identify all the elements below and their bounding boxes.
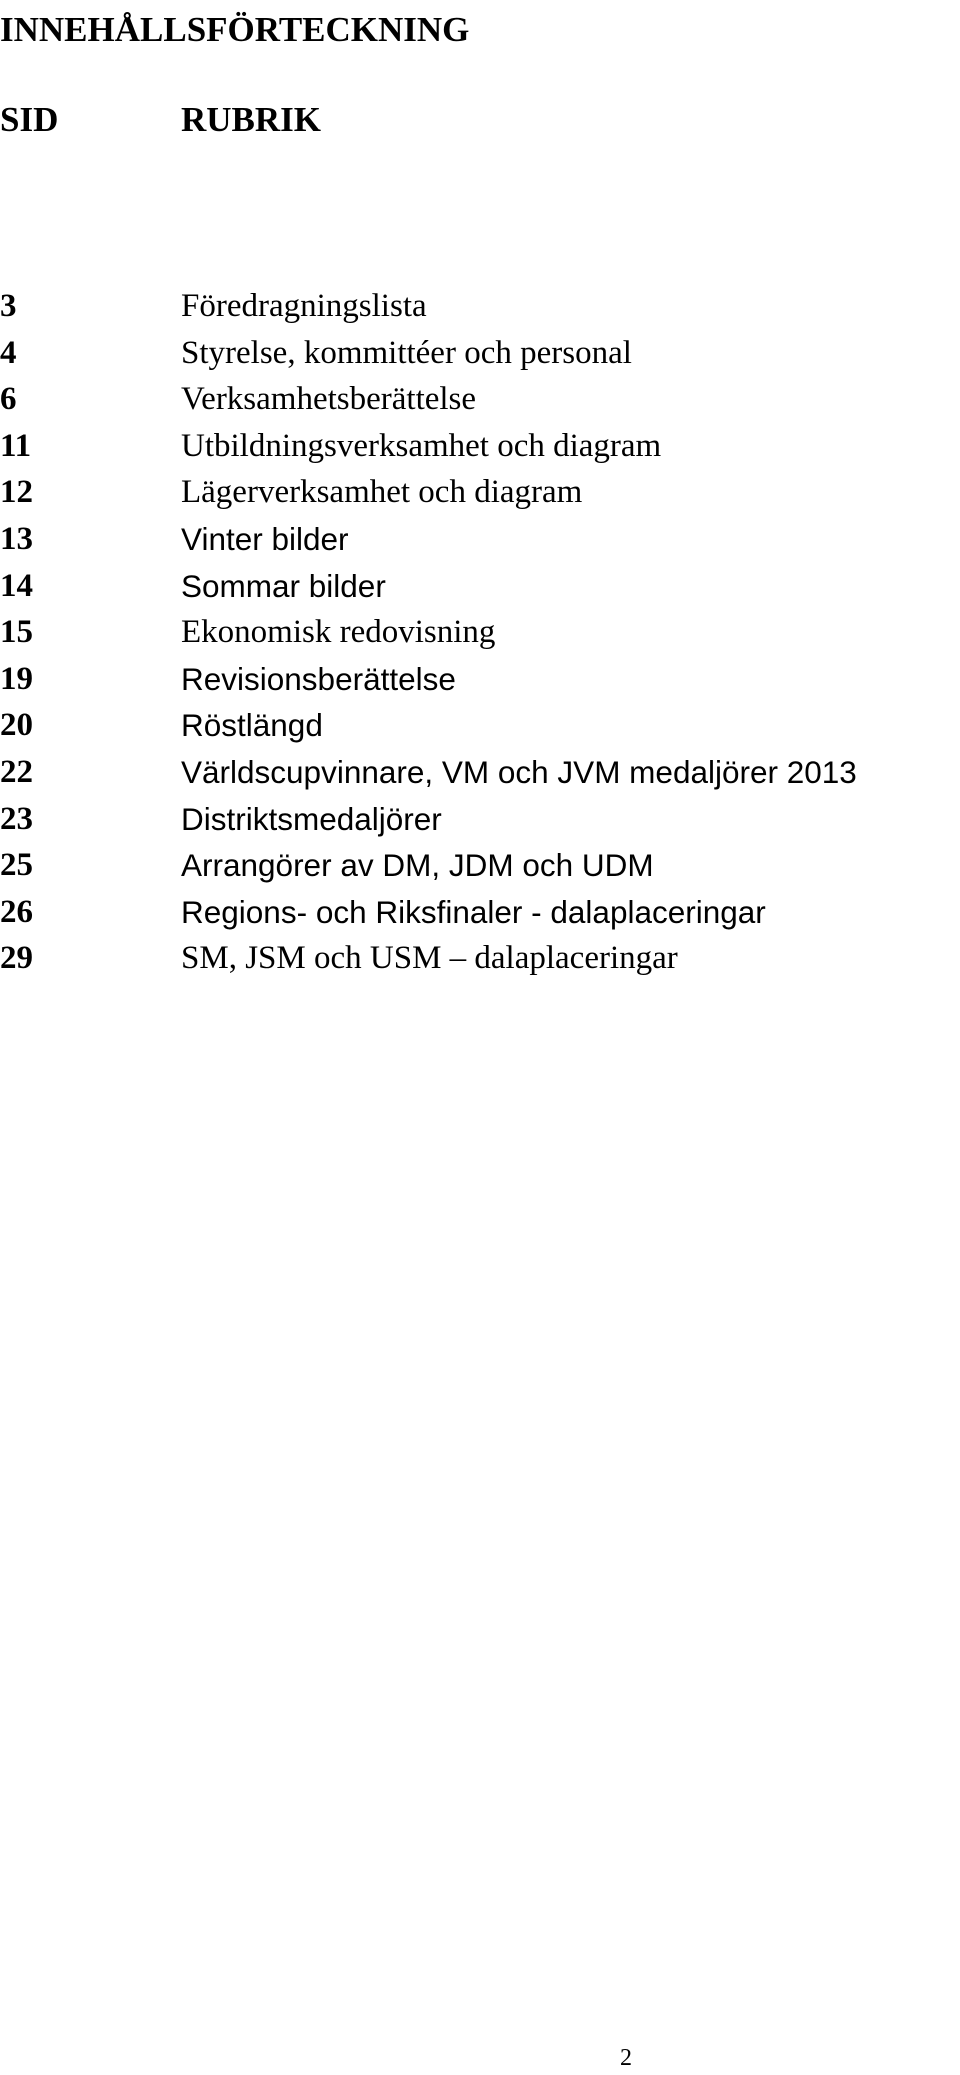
toc-entry-page: 25 bbox=[0, 847, 33, 884]
toc-entry bbox=[0, 563, 960, 610]
toc-entry-page: 19 bbox=[0, 660, 33, 697]
toc-entry-page: 20 bbox=[0, 707, 33, 744]
toc-entry-title: Ekonomisk redovisning bbox=[181, 614, 496, 651]
toc-entry-page: 12 bbox=[0, 474, 33, 511]
toc-entry bbox=[0, 796, 960, 843]
toc-entry bbox=[0, 423, 960, 470]
toc-entry-page: 15 bbox=[0, 614, 33, 651]
document-title: INNEHÅLLSFÖRTECKNING bbox=[0, 10, 470, 49]
toc-entry-page: 6 bbox=[0, 381, 17, 418]
toc-header-heading: RUBRIK bbox=[181, 100, 322, 139]
toc-entry bbox=[0, 935, 960, 982]
table-of-contents bbox=[0, 283, 960, 982]
toc-entry bbox=[0, 749, 960, 796]
toc-entry-title: Lägerverksamhet och diagram bbox=[181, 474, 583, 511]
toc-entry-title: Röstlängd bbox=[181, 707, 323, 744]
toc-entry bbox=[0, 609, 960, 656]
toc-entry-title: Föredragningslista bbox=[181, 288, 427, 324]
toc-entry-page: 4 bbox=[0, 334, 17, 371]
toc-entry bbox=[0, 330, 960, 377]
toc-entry-title: Distriktsmedaljörer bbox=[181, 800, 442, 837]
toc-entry-title: Arrangörer av DM, JDM och UDM bbox=[181, 847, 654, 884]
toc-entry bbox=[0, 702, 960, 749]
toc-entry-title: Sommar bilder bbox=[181, 567, 386, 604]
toc-entry-title: Styrelse, kommittéer och personal bbox=[181, 334, 632, 371]
toc-entry bbox=[0, 376, 960, 423]
toc-entry bbox=[0, 842, 960, 889]
toc-header-row bbox=[0, 98, 960, 142]
toc-entry bbox=[0, 469, 960, 516]
toc-entry-page: 13 bbox=[0, 520, 33, 557]
toc-entry-page: 23 bbox=[0, 800, 33, 837]
toc-entry-title: SM, JSM och USM – dalaplaceringar bbox=[181, 940, 678, 977]
page-number: 2 bbox=[620, 2045, 632, 2071]
toc-entry bbox=[0, 283, 960, 330]
toc-entry-page: 26 bbox=[0, 893, 33, 930]
toc-entry-page: 14 bbox=[0, 567, 33, 604]
toc-entry-title: Utbildningsverksamhet och diagram bbox=[181, 427, 662, 464]
toc-entry bbox=[0, 889, 960, 936]
toc-entry-title: Vinter bilder bbox=[181, 520, 349, 557]
toc-entry-page: 3 bbox=[0, 288, 17, 324]
toc-entry-page: 29 bbox=[0, 940, 33, 977]
toc-entry-page: 22 bbox=[0, 753, 33, 790]
toc-entry-title: Verksamhetsberättelse bbox=[181, 381, 477, 418]
toc-header-page: SID bbox=[0, 100, 59, 139]
toc-entry-title: Regions- och Riksfinaler - dalaplaceringar bbox=[181, 893, 766, 930]
toc-entry bbox=[0, 656, 960, 703]
toc-entry-page: 11 bbox=[0, 427, 32, 464]
toc-entry-title: Revisionsberättelse bbox=[181, 660, 456, 697]
toc-entry-title: Världscupvinnare, VM och JVM medaljörer 2013 bbox=[181, 753, 857, 790]
toc-entry bbox=[0, 516, 960, 563]
